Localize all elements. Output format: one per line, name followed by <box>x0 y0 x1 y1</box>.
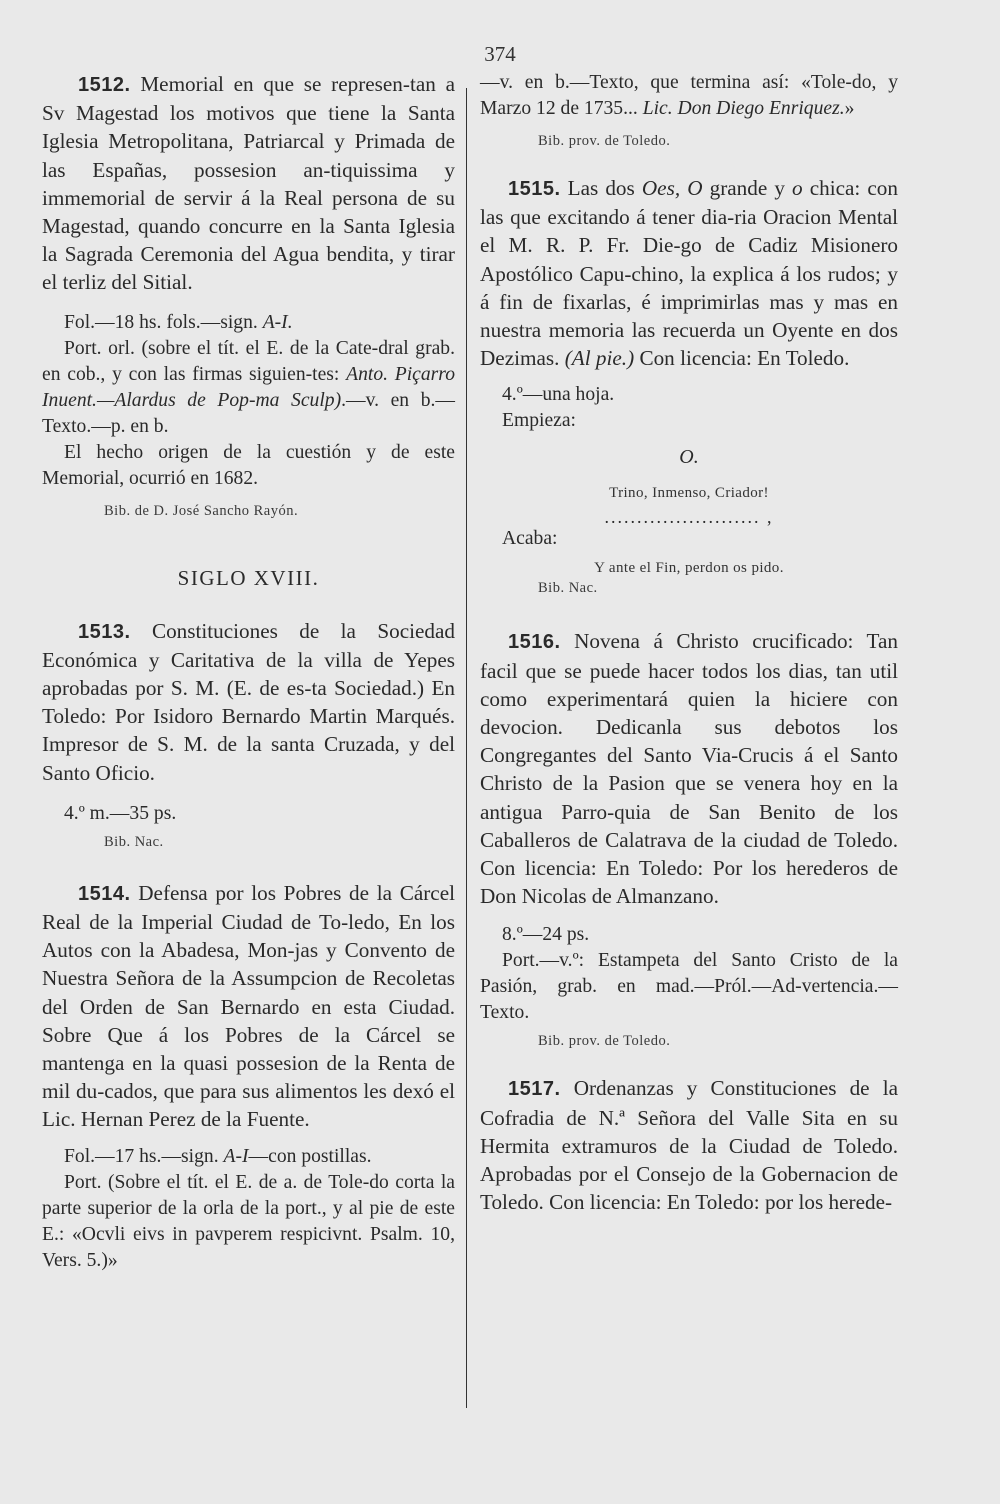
entry-1514-continued <box>480 70 898 152</box>
entry-title: 1514. Defensa por los Pobres de la Cárcel Real de la Imperial Ciudad de To-ledo, En los Autos con la Abadesa, Mon-jas y Convento de Nuestra Señora de la Assumpcion de Recoletas del Orden de San Bernardo en esta Ciudad. Sobre Que á los Pobres de la Cárcel se mantenga en la quasi possesion de la Renta de mil du-cados, que para sus alimentos les dexó el Lic. Hernan Perez de la Fuente. <box>42 880 455 1132</box>
entry-1515 <box>480 174 898 599</box>
entry-collation: 4.º m.—35 ps. <box>64 802 177 824</box>
column-divider <box>466 88 467 1408</box>
entry-title: 1513. Constituciones de la Sociedad Económica y Caritativa de la villa de Yepes aprobadas por S. M. (E. de es-ta Sociedad.) En Toledo: Por Isidoro Bernardo Martin Marqués. Impresor de S. M. de la santa Cruzada, y del Santo Oficio. <box>42 618 455 785</box>
entry-title: 1516. Novena á Christo crucificado: Tan facil que se puede hacer todos los dias, tan util como experimentará quien la hiciere con devocion. Dedicanla sus debotos los Congregantes del Santo Via-Crucis á el Santo Christo de la Pasion que se venera hoy en la antigua Parro-quia de San Benito de los Caballeros de Calatrava de la ciudad de Toledo. Con licencia: En Toledo: Por los herederos de Don Nicolas de Almanzano. <box>480 629 898 909</box>
left-column <box>42 70 455 1274</box>
entry-location: Bib. prov. de Toledo. <box>538 1033 671 1050</box>
entry-location: Bib. de D. José Sancho Rayón. <box>104 502 299 519</box>
entry-location: Bib. prov. de Toledo. <box>538 133 671 149</box>
entry-note: Empieza: <box>502 410 576 432</box>
entry-description: Port. (Sobre el tít. el E. de a. de Tole-do corta la parte superior de la orla de la port., y al pie de este E.: «Ocvli eivs in pavperem respicivnt. Psalm. 10, Vers. 5.)» <box>42 1171 455 1271</box>
entry-1513 <box>42 617 455 853</box>
entry-title: 1517. Ordenanzas y Constituciones de la Cofradia de N.ª Señora del Valle Sita en su Hermita extramuros de la Ciudad de Toledo. Aprobadas por el Consejo de la Gobernacion de Toledo. Con licencia: En Toledo: por los herede- <box>480 1076 899 1215</box>
entry-description: Port.—v.º: Estampeta del Santo Cristo de la Pasión, grab. en mad.—Pról.—Ad-vertencia.—Texto. <box>480 950 898 1024</box>
entry-collation: 8.º—24 ps. <box>502 924 590 946</box>
entry-number: 1514. <box>78 882 131 905</box>
entry-location: Bib. Nac. <box>104 833 164 850</box>
entry-number: 1512. <box>78 74 131 96</box>
quoted-verse-last: Y ante el Fin, perdon os pido. <box>594 560 784 577</box>
quoted-verse-initial: O. <box>679 446 699 469</box>
entry-title: 1512. Memorial en que se represen-tan a Sv Magestad los motivos que tiene la Santa Iglesia Metropolitana, Patriarcal y Primada de las Españas, possesion an-tiquissima y immemorial de servir á la Real persona de su Magestad, quando concurre en la Santa Iglesia la Sagrada Ceremonia del Agua bendita, y tirar el terliz del Sitial. <box>42 72 456 295</box>
entry-collation: Fol.—18 hs. fols.—sign. A-I. <box>64 311 293 333</box>
entry-note: El hecho origen de la cuestión y de este Memorial, ocurrió en 1682. <box>42 441 455 489</box>
page-number: 374 <box>484 42 516 66</box>
entry-collation: Fol.—17 hs.—sign. A-I—con postillas. <box>64 1145 372 1167</box>
section-heading: SIGLO XVIII. <box>177 565 320 590</box>
entry-1516 <box>480 627 898 1052</box>
entry-1512 <box>42 70 455 522</box>
entry-number: 1515. <box>508 178 561 200</box>
entry-1517 <box>480 1074 898 1216</box>
entry-description: Port. orl. (sobre el tít. el E. de la Cate-dral grab. en cob., y con las firmas siguien-tes: Anto. Piçarro Inuent.—Alardus de Pop-ma Sculp).—v. en b.—Texto.—p. en b. <box>42 337 455 437</box>
entry-description: —v. en b.—Texto, que termina así: «Tole-do, y Marzo 12 de 1735... Lic. Don Diego Enriquez.» <box>480 72 898 119</box>
entry-number: 1516. <box>508 631 561 654</box>
entry-number: 1517. <box>508 1078 561 1101</box>
ellipsis-line: ........................ , <box>604 507 774 528</box>
entry-1514 <box>42 879 455 1274</box>
entry-location: Bib. Nac. <box>538 580 598 597</box>
right-column <box>480 70 898 1216</box>
entry-collation: 4.º—una hoja. <box>502 384 615 406</box>
entry-title: 1515. Las dos Oes, O grande y o chica: con las que excitando á tener dia-ria Oracion Mental el M. R. P. Fr. Die-go de Cadiz Misionero Apostólico Capu-chino, la explica á los rudos; y á fin de fixarlas, é imprimirlas mas y mas en nuestra memoria las recuerda un Oyente en dos Dezimas. (Al pie.) Con licencia: En Toledo. <box>480 176 898 371</box>
entry-number: 1513. <box>78 620 131 643</box>
entry-note: Acaba: <box>502 528 558 550</box>
quoted-verse-first: Trino, Inmenso, Criador! <box>609 485 769 502</box>
